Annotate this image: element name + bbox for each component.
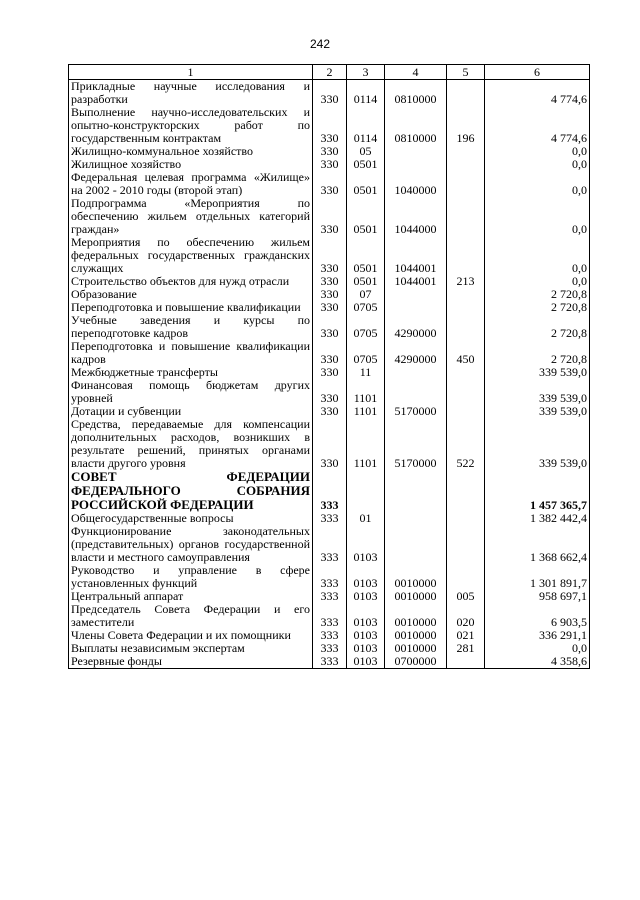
- row-expense-code: 005: [447, 590, 485, 603]
- row-amount: 0,0: [485, 236, 590, 275]
- table-row: [69, 301, 590, 314]
- row-target-code: 5170000: [385, 405, 447, 418]
- row-amount: 2 720,8: [485, 301, 590, 314]
- row-ministry-code: 330: [313, 236, 347, 275]
- row-ministry-code: 333: [313, 470, 347, 512]
- row-ministry-code: 330: [313, 288, 347, 301]
- budget-table: [68, 64, 590, 669]
- table-row: [69, 642, 590, 655]
- row-target-code: [385, 525, 447, 564]
- row-section-code: 0103: [347, 603, 385, 629]
- row-amount: 0,0: [485, 275, 590, 288]
- row-section-code: 1101: [347, 405, 385, 418]
- row-ministry-code: 333: [313, 564, 347, 590]
- table-row: [69, 106, 590, 145]
- row-section-code: 0103: [347, 655, 385, 669]
- table-row: [69, 340, 590, 366]
- row-amount: 2 720,8: [485, 288, 590, 301]
- row-ministry-code: 333: [313, 642, 347, 655]
- row-amount: 0,0: [485, 197, 590, 236]
- row-target-code: 5170000: [385, 418, 447, 470]
- row-expense-code: [447, 512, 485, 525]
- row-name: Финансовая помощь бюджетам других уровней: [69, 379, 313, 405]
- table-row: [69, 418, 590, 470]
- row-name: Межбюджетные трансферты: [69, 366, 313, 379]
- table-row: [69, 525, 590, 564]
- row-ministry-code: 330: [313, 158, 347, 171]
- row-section-code: 0103: [347, 629, 385, 642]
- row-name: Федеральная целевая программа «Жилище» на 2002 - 2010 годы (второй этап): [69, 171, 313, 197]
- row-ministry-code: 330: [313, 171, 347, 197]
- row-target-code: 0010000: [385, 629, 447, 642]
- row-amount: 1 382 442,4: [485, 512, 590, 525]
- table-row: [69, 158, 590, 171]
- row-amount: 339 539,0: [485, 366, 590, 379]
- row-target-code: [385, 288, 447, 301]
- row-name: Жилищно-коммунальное хозяйство: [69, 145, 313, 158]
- table-row: [69, 405, 590, 418]
- row-ministry-code: 330: [313, 145, 347, 158]
- row-section-code: 1101: [347, 379, 385, 405]
- row-amount: 0,0: [485, 158, 590, 171]
- row-section-code: 0103: [347, 642, 385, 655]
- row-ministry-code: 330: [313, 379, 347, 405]
- header-col-5: 5: [447, 65, 485, 80]
- row-expense-code: [447, 379, 485, 405]
- row-amount: 0,0: [485, 145, 590, 158]
- row-section-code: 0705: [347, 314, 385, 340]
- row-expense-code: [447, 314, 485, 340]
- row-target-code: [385, 379, 447, 405]
- row-expense-code: [447, 288, 485, 301]
- row-amount: 4 774,6: [485, 106, 590, 145]
- row-amount: 4 358,6: [485, 655, 590, 669]
- row-expense-code: [447, 80, 485, 107]
- row-expense-code: [447, 171, 485, 197]
- row-ministry-code: 333: [313, 590, 347, 603]
- row-name: Резервные фонды: [69, 655, 313, 669]
- row-target-code: 1044001: [385, 275, 447, 288]
- row-amount: 336 291,1: [485, 629, 590, 642]
- row-expense-code: [447, 405, 485, 418]
- row-name: Мероприятия по обеспечению жильем федеральных государственных гражданских служащих: [69, 236, 313, 275]
- row-expense-code: [447, 145, 485, 158]
- row-amount: 6 903,5: [485, 603, 590, 629]
- row-target-code: 4290000: [385, 340, 447, 366]
- row-target-code: [385, 158, 447, 171]
- table-row: [69, 655, 590, 669]
- row-name: Образование: [69, 288, 313, 301]
- row-expense-code: 450: [447, 340, 485, 366]
- table-row: [69, 629, 590, 642]
- row-section-code: 0103: [347, 564, 385, 590]
- row-ministry-code: 330: [313, 314, 347, 340]
- row-expense-code: [447, 158, 485, 171]
- row-target-code: [385, 301, 447, 314]
- row-target-code: [385, 470, 447, 512]
- row-section-code: 0705: [347, 301, 385, 314]
- row-amount: 0,0: [485, 171, 590, 197]
- row-name: СОВЕТ ФЕДЕРАЦИИ ФЕДЕРАЛЬНОГО СОБРАНИЯ РОССИЙСКОЙ ФЕДЕРАЦИИ: [69, 470, 313, 512]
- row-section-code: 11: [347, 366, 385, 379]
- row-target-code: [385, 512, 447, 525]
- row-expense-code: [447, 197, 485, 236]
- row-expense-code: [447, 655, 485, 669]
- row-name: Переподготовка и повышение квалификации: [69, 301, 313, 314]
- row-section-code: 0501: [347, 197, 385, 236]
- row-section-code: 05: [347, 145, 385, 158]
- row-ministry-code: 330: [313, 340, 347, 366]
- header-col-3: 3: [347, 65, 385, 80]
- header-col-2: 2: [313, 65, 347, 80]
- row-section-code: 0103: [347, 590, 385, 603]
- row-ministry-code: 333: [313, 525, 347, 564]
- row-ministry-code: 333: [313, 603, 347, 629]
- row-target-code: 0010000: [385, 590, 447, 603]
- table-body: [69, 80, 590, 669]
- row-target-code: 1044000: [385, 197, 447, 236]
- row-name: Переподготовка и повышение квалификации кадров: [69, 340, 313, 366]
- page-number: 242: [309, 37, 331, 51]
- row-ministry-code: 330: [313, 418, 347, 470]
- table-row: [69, 236, 590, 275]
- row-expense-code: 196: [447, 106, 485, 145]
- row-target-code: 0010000: [385, 642, 447, 655]
- row-target-code: 1044001: [385, 236, 447, 275]
- row-amount: 339 539,0: [485, 379, 590, 405]
- header-col-6: 6: [485, 65, 590, 80]
- row-name: Общегосударственные вопросы: [69, 512, 313, 525]
- row-amount: 2 720,8: [485, 340, 590, 366]
- row-amount: 4 774,6: [485, 80, 590, 107]
- row-ministry-code: 330: [313, 80, 347, 107]
- row-section-code: 0114: [347, 80, 385, 107]
- row-target-code: [385, 366, 447, 379]
- row-section-code: 0114: [347, 106, 385, 145]
- row-amount: 1 301 891,7: [485, 564, 590, 590]
- table-row: [69, 379, 590, 405]
- table-row: [69, 80, 590, 107]
- row-amount: 339 539,0: [485, 405, 590, 418]
- table-row: [69, 275, 590, 288]
- row-ministry-code: 330: [313, 106, 347, 145]
- row-expense-code: [447, 470, 485, 512]
- row-amount: 958 697,1: [485, 590, 590, 603]
- row-name: Прикладные научные исследования и разработки: [69, 80, 313, 107]
- row-expense-code: 020: [447, 603, 485, 629]
- row-target-code: 0810000: [385, 106, 447, 145]
- row-name: Подпрограмма «Мероприятия по обеспечению жильем отдельных категорий граждан»: [69, 197, 313, 236]
- row-section-code: [347, 470, 385, 512]
- row-section-code: 0705: [347, 340, 385, 366]
- row-name: Председатель Совета Федерации и его заместители: [69, 603, 313, 629]
- row-name: Выплаты независимым экспертам: [69, 642, 313, 655]
- row-name: Учебные заведения и курсы по переподготовке кадров: [69, 314, 313, 340]
- row-section-code: 1101: [347, 418, 385, 470]
- table-row: [69, 197, 590, 236]
- table-row: [69, 314, 590, 340]
- table-row: [69, 145, 590, 158]
- row-name: Функционирование законодательных (представительных) органов государственной власти и местного самоуправления: [69, 525, 313, 564]
- row-ministry-code: 330: [313, 405, 347, 418]
- table-row: [69, 603, 590, 629]
- row-name: Жилищное хозяйство: [69, 158, 313, 171]
- row-name: Руководство и управление в сфере установленных функций: [69, 564, 313, 590]
- row-section-code: 0501: [347, 158, 385, 171]
- row-section-code: 01: [347, 512, 385, 525]
- row-name: Дотации и субвенции: [69, 405, 313, 418]
- table-row: [69, 171, 590, 197]
- row-expense-code: 281: [447, 642, 485, 655]
- table-row: [69, 366, 590, 379]
- row-name: Выполнение научно-исследовательских и опытно-конструкторских работ по государственным контрактам: [69, 106, 313, 145]
- row-amount: 0,0: [485, 642, 590, 655]
- row-amount: 1 457 365,7: [485, 470, 590, 512]
- table-row: [69, 470, 590, 512]
- table-row: [69, 590, 590, 603]
- row-ministry-code: 333: [313, 629, 347, 642]
- row-name: Члены Совета Федерации и их помощники: [69, 629, 313, 642]
- row-section-code: 0501: [347, 236, 385, 275]
- row-section-code: 0501: [347, 275, 385, 288]
- row-expense-code: 213: [447, 275, 485, 288]
- row-expense-code: 021: [447, 629, 485, 642]
- row-expense-code: 522: [447, 418, 485, 470]
- row-section-code: 0103: [347, 525, 385, 564]
- table-header-row: [69, 65, 590, 80]
- row-name: Строительство объектов для нужд отрасли: [69, 275, 313, 288]
- row-ministry-code: 333: [313, 655, 347, 669]
- row-section-code: 0501: [347, 171, 385, 197]
- table-row: [69, 512, 590, 525]
- row-target-code: 0700000: [385, 655, 447, 669]
- row-name: Средства, передаваемые для компенсации дополнительных расходов, возникших в результате решений, принятых органами власти другого уровня: [69, 418, 313, 470]
- row-ministry-code: 330: [313, 197, 347, 236]
- row-target-code: 0010000: [385, 564, 447, 590]
- header-col-1: 1: [69, 65, 313, 80]
- row-section-code: 07: [347, 288, 385, 301]
- row-target-code: 0010000: [385, 603, 447, 629]
- row-ministry-code: 330: [313, 275, 347, 288]
- table-row: [69, 564, 590, 590]
- row-ministry-code: 333: [313, 512, 347, 525]
- row-target-code: [385, 145, 447, 158]
- row-expense-code: [447, 236, 485, 275]
- row-expense-code: [447, 366, 485, 379]
- row-amount: 339 539,0: [485, 418, 590, 470]
- row-expense-code: [447, 525, 485, 564]
- row-ministry-code: 330: [313, 301, 347, 314]
- row-amount: 2 720,8: [485, 314, 590, 340]
- row-target-code: 4290000: [385, 314, 447, 340]
- row-expense-code: [447, 301, 485, 314]
- row-target-code: 1040000: [385, 171, 447, 197]
- row-ministry-code: 330: [313, 366, 347, 379]
- row-expense-code: [447, 564, 485, 590]
- row-target-code: 0810000: [385, 80, 447, 107]
- row-name: Центральный аппарат: [69, 590, 313, 603]
- header-col-4: 4: [385, 65, 447, 80]
- row-amount: 1 368 662,4: [485, 525, 590, 564]
- table-row: [69, 288, 590, 301]
